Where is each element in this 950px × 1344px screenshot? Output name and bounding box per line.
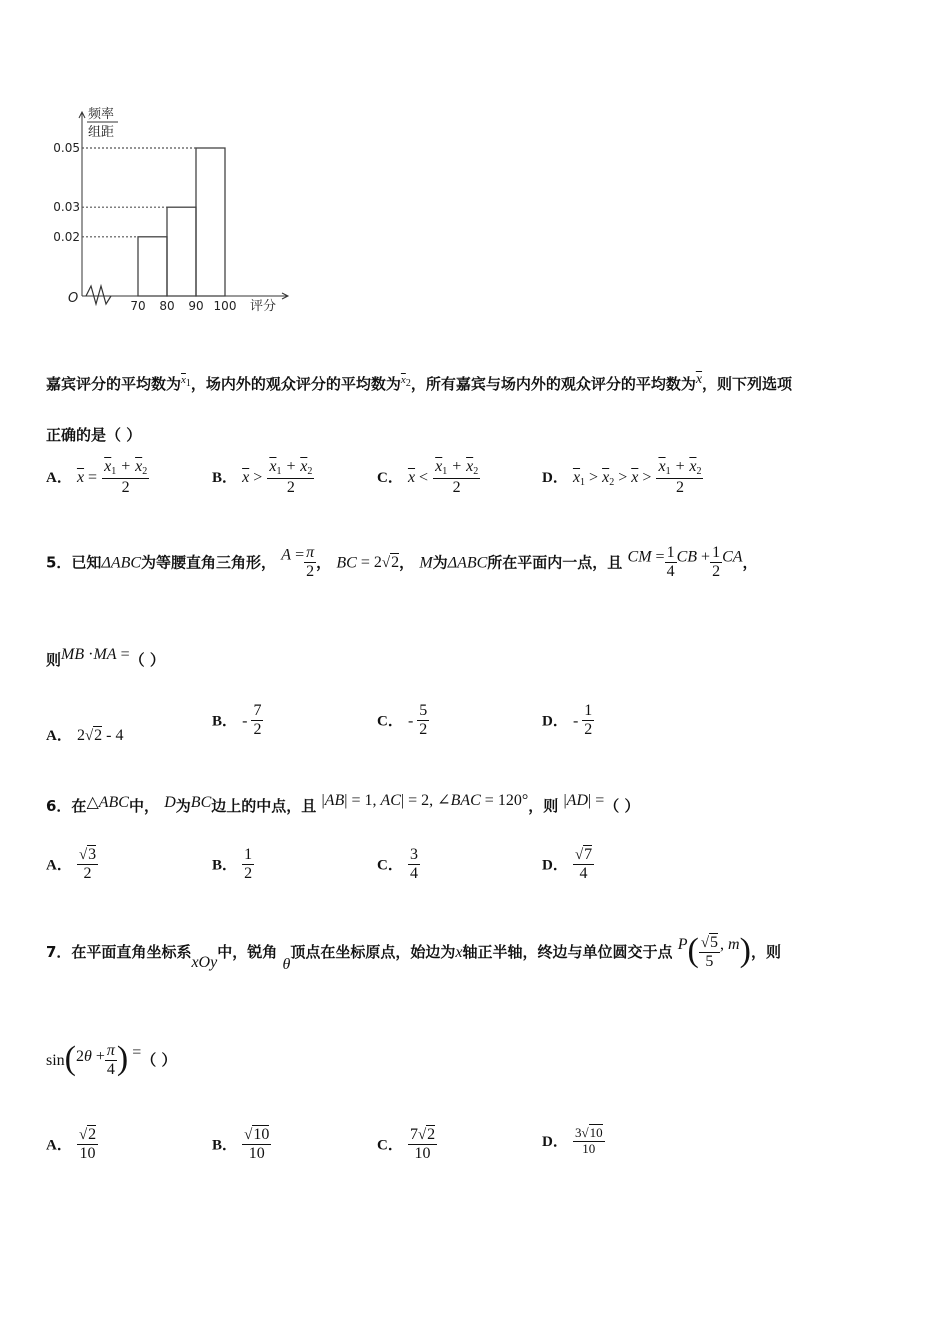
y-tick-label: 0.05 xyxy=(53,141,80,155)
histogram-bar xyxy=(196,148,225,296)
q4-line2: 正确的是（ ） xyxy=(46,426,142,444)
y-tick-label: 0.02 xyxy=(53,229,80,244)
q5-option-b[interactable]: B． - $\frac{7}{2}$ xyxy=(212,702,262,739)
y-label-bottom: 组距 xyxy=(88,125,115,140)
q4-option-a[interactable]: A． $\overline{x}$ = $\frac{\overline{x}_1 + \overline{x}_2}{2}$ xyxy=(46,458,148,496)
q4-line1: 嘉宾评分的平均数为$^{\overline{x}1}$，场内外的观众评分的平均数为$^{\overline{x}2}$，所有嘉宾与场内外的观众评分的平均数为$^{\overline{x}}$，则下列选项 xyxy=(46,372,793,393)
q6-option-c[interactable]: C． $\frac{3}{4}$ xyxy=(377,846,418,883)
q6-option-d[interactable]: D． $\frac{√7}{4}$ xyxy=(542,846,593,883)
q6-line1: 6．在△ABC中， D为BC边上的中点，且 |AB| = 1, AC| = 2, ∠BAC = 120°，则 |AD| =（ ） xyxy=(46,792,640,815)
q5-option-a[interactable]: A． 2√2 - 4 xyxy=(46,727,124,744)
q5-option-c[interactable]: C． - $\frac{5}{2}$ xyxy=(377,702,428,739)
origin-label: O xyxy=(68,291,79,306)
q6-option-b[interactable]: B． $\frac{1}{2}$ xyxy=(212,846,253,883)
q7-line2: sin(2θ + $\frac{\pi}{4}$ ) =（ ） xyxy=(46,1040,177,1078)
x-tick-label: 80 xyxy=(159,299,175,313)
x-tick-label: 100 xyxy=(213,299,237,313)
q4-option-b[interactable]: B． $\overline{x}$ > $\frac{\overline{x}_1 + \overline{x}_2}{2}$ xyxy=(212,458,313,496)
histogram-bar xyxy=(167,207,196,296)
q7-line1: 7．在平面直角坐标系xOy中，锐角 θ顶点在坐标原点，始边为x轴正半轴，终边与单位圆交于点 P( $\frac{√5}{5}$ , m)，则 xyxy=(46,932,781,973)
x-tick-label: 70 xyxy=(130,299,146,313)
q5-line1: 5．已知ΔABC为等腰直角三角形， A = $\frac{\pi}{2}$ ， BC = 2√2， M为ΔABC所在平面内一点，且 CM = $\frac{1}{4}$ CB + $\frac{1}{2}$ CA， xyxy=(46,544,758,581)
q4-option-c[interactable]: C． $\overline{x}$ < $\frac{\overline{x}_1 + \overline{x}_2}{2}$ xyxy=(377,458,479,496)
q4-option-d[interactable]: D． $\overline{x}_1 > \overline{x}_2 > \overline{x}$ > $\frac{\overline{x}_1 + \overline{x}_2}{2}$ xyxy=(542,458,702,496)
q7-option-a[interactable]: A． $\frac{√2}{10}$ xyxy=(46,1126,97,1163)
q7-option-c[interactable]: C． $\frac{7√2}{10}$ xyxy=(377,1126,436,1163)
histogram-bar xyxy=(138,237,167,296)
axis-break-zigzag xyxy=(86,286,111,304)
y-label-top: 频率 xyxy=(88,107,115,122)
histogram-chart xyxy=(40,100,300,320)
y-tick-label: 0.03 xyxy=(53,200,80,215)
q7-option-b[interactable]: B． $\frac{√10}{10}$ xyxy=(212,1126,270,1163)
x-axis-label: 评分 xyxy=(250,299,277,314)
q7-option-d[interactable]: D． $\frac{3√10}{10}$ xyxy=(542,1125,603,1156)
q5-line2: 则MB ·MA =（ ） xyxy=(46,646,165,669)
q5-option-d[interactable]: D． - $\frac{1}{2}$ xyxy=(542,702,593,739)
q6-option-a[interactable]: A． $\frac{√3}{2}$ xyxy=(46,846,97,883)
x-tick-label: 90 xyxy=(188,299,204,313)
